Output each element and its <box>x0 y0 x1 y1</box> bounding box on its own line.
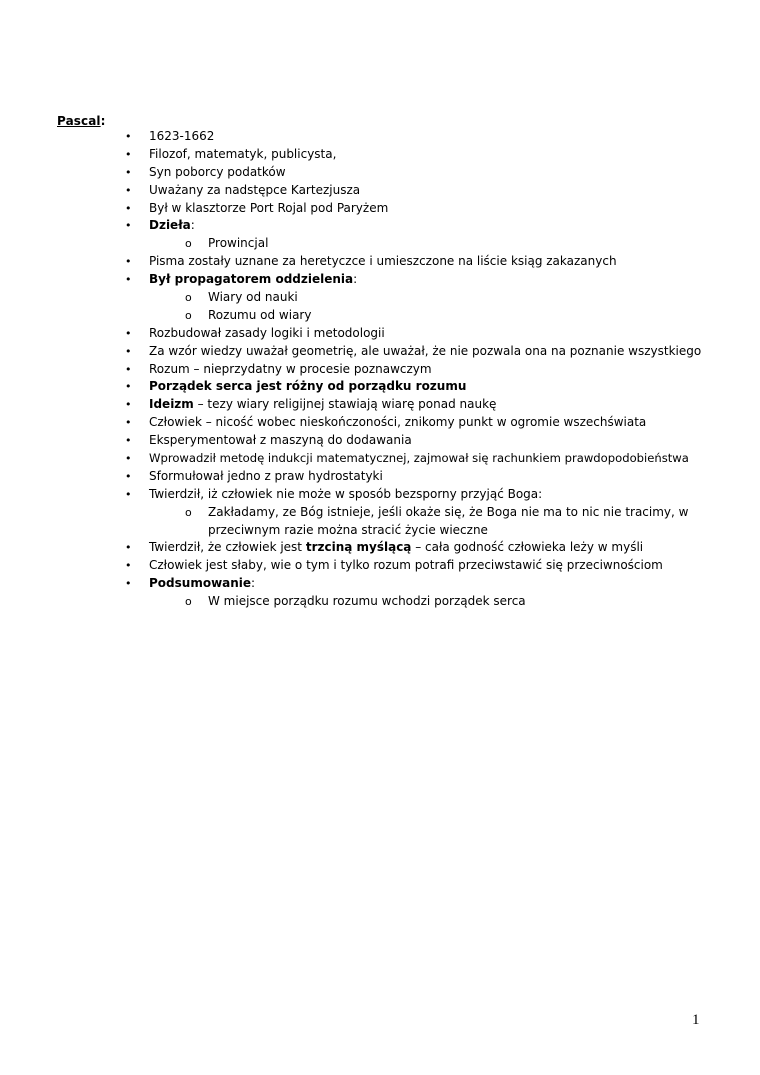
sub-list-item-text: Rozumu od wiary <box>208 307 312 322</box>
bullet-icon: • <box>125 273 132 287</box>
list-item-rest: : <box>190 218 195 233</box>
bullet-icon: • <box>125 434 132 448</box>
list-item-text <box>149 271 357 289</box>
sub-list-item <box>0 593 760 611</box>
sub-list-item-text: Zakładamy, ze Bóg istnieje, jeśli okaże się, że Boga nie ma to nic nie tracimy, w <box>208 504 689 519</box>
list-item <box>0 182 760 200</box>
list-item-text <box>149 217 195 235</box>
list-item-rest: : <box>251 576 256 591</box>
list-item-pre: Twierdził, że człowiek jest <box>149 540 306 555</box>
bullet-icon: • <box>125 183 132 197</box>
list-item <box>0 486 760 504</box>
bullet-icon: • <box>125 201 132 215</box>
list-item <box>0 414 760 432</box>
list-item <box>0 539 760 557</box>
bullet-icon: • <box>125 469 132 483</box>
bullet-icon: • <box>125 326 132 340</box>
bullet-icon: • <box>125 577 132 591</box>
bullet-icon: • <box>125 165 132 179</box>
list-item <box>0 271 760 289</box>
list-item-text: Uważany za nadstępce Kartezjusza <box>149 182 361 197</box>
list-item <box>0 468 760 486</box>
sub-list-item-text: Prowincjal <box>208 236 269 251</box>
list-item-text <box>149 539 643 557</box>
list-item <box>0 557 760 575</box>
list-item-text: Był w klasztorze Port Rojal pod Paryżem <box>149 200 389 215</box>
circle-bullet-icon: o <box>185 291 192 305</box>
bullet-icon: • <box>125 398 132 412</box>
sub-list-item-continuation <box>0 522 760 540</box>
sub-list-item <box>0 289 760 307</box>
list-item-text: Twierdził, iż człowiek nie może w sposób bezsporny przyjąć Boga: <box>149 486 543 501</box>
bullet-icon: • <box>125 130 132 143</box>
bullet-icon: • <box>125 219 132 233</box>
list-item-text: Porządek serca jest różny od porządku rozumu <box>149 379 467 394</box>
list-item-text: Rozbudował zasady logiki i metodologii <box>149 325 385 340</box>
list-item <box>0 146 760 164</box>
heading-colon: : <box>100 114 106 128</box>
list-item <box>0 450 760 468</box>
bullet-icon: • <box>125 487 132 501</box>
bullet-icon: • <box>125 255 132 269</box>
list-item-text: Syn poborcy podatków <box>149 164 286 179</box>
list-item-text <box>149 575 255 593</box>
list-item-text <box>149 396 496 414</box>
list-item <box>0 164 760 182</box>
sub-list-item <box>0 307 760 325</box>
circle-bullet-icon: o <box>185 595 192 609</box>
list-item <box>0 343 760 361</box>
list-item <box>0 200 760 218</box>
bullet-icon: • <box>125 344 132 358</box>
list-item <box>0 128 760 146</box>
list-item <box>0 575 760 593</box>
sub-list-item <box>0 235 760 253</box>
sub-list-item-text: W miejsce porządku rozumu wchodzi porządek serca <box>208 594 526 609</box>
bold-term: Podsumowanie <box>149 576 252 591</box>
bullet-icon: • <box>125 416 132 430</box>
list-item-rest: – tezy wiary religijnej stawiają wiarę ponad naukę <box>193 397 497 412</box>
list-item-text: Filozof, matematyk, publicysta, <box>149 146 337 161</box>
bullet-icon: • <box>125 362 132 376</box>
list-item <box>0 325 760 343</box>
list-item <box>0 253 760 271</box>
bullet-icon: • <box>125 559 132 573</box>
circle-bullet-icon: o <box>185 505 192 519</box>
list-item-text: Wprowadził metodę indukcji matematycznej, zajmował się rachunkiem prawdopodobieństwa <box>149 451 689 466</box>
bold-term: Ideizm <box>149 397 194 412</box>
circle-bullet-icon: o <box>185 237 192 251</box>
heading-name: Pascal <box>57 114 101 128</box>
bullet-icon: • <box>125 452 132 466</box>
bullet-icon: • <box>125 541 132 555</box>
circle-bullet-icon: o <box>185 308 192 322</box>
list-item <box>0 432 760 450</box>
list-item-text: Człowiek jest słaby, wie o tym i tylko rozum potrafi przeciwstawić się przeciwnościom <box>149 558 663 573</box>
list-item-text: Rozum – nieprzydatny w procesie poznawczym <box>149 361 432 376</box>
bullet-list <box>0 128 760 611</box>
list-item <box>0 378 760 396</box>
list-item-rest: : <box>353 272 358 287</box>
document-heading <box>57 114 106 128</box>
bold-term: Był propagatorem oddzielenia <box>149 272 354 287</box>
list-item-text: Pisma zostały uznane za heretyczce i umieszczone na liście ksiąg zakazanych <box>149 254 617 269</box>
list-item-text: Eksperymentował z maszyną do dodawania <box>149 433 412 448</box>
list-item-text: Sformułował jedno z praw hydrostatyki <box>149 468 383 483</box>
list-item <box>0 217 760 235</box>
page-number: 1 <box>692 1012 700 1028</box>
list-item-text: 1623-1662 <box>149 129 215 143</box>
bullet-icon: • <box>125 147 132 161</box>
sub-list-item-text: przeciwnym razie można stracić życie wieczne <box>208 522 488 537</box>
list-item-rest: – cała godność człowieka leży w myśli <box>411 540 644 555</box>
sub-list-item <box>0 504 760 522</box>
list-item-text: Człowiek – nicość wobec nieskończoności, znikomy punkt w ogromie wszechświata <box>149 415 647 430</box>
sub-list-item-text: Wiary od nauki <box>208 290 298 305</box>
list-item <box>0 361 760 379</box>
list-item-text: Za wzór wiedzy uważał geometrię, ale uważał, że nie pozwala ona na poznanie wszystkiego <box>149 343 702 358</box>
bold-term: trzciną myślącą <box>305 540 412 555</box>
bullet-icon: • <box>125 380 132 394</box>
list-item <box>0 396 760 414</box>
bold-term: Dzieła <box>149 218 191 233</box>
